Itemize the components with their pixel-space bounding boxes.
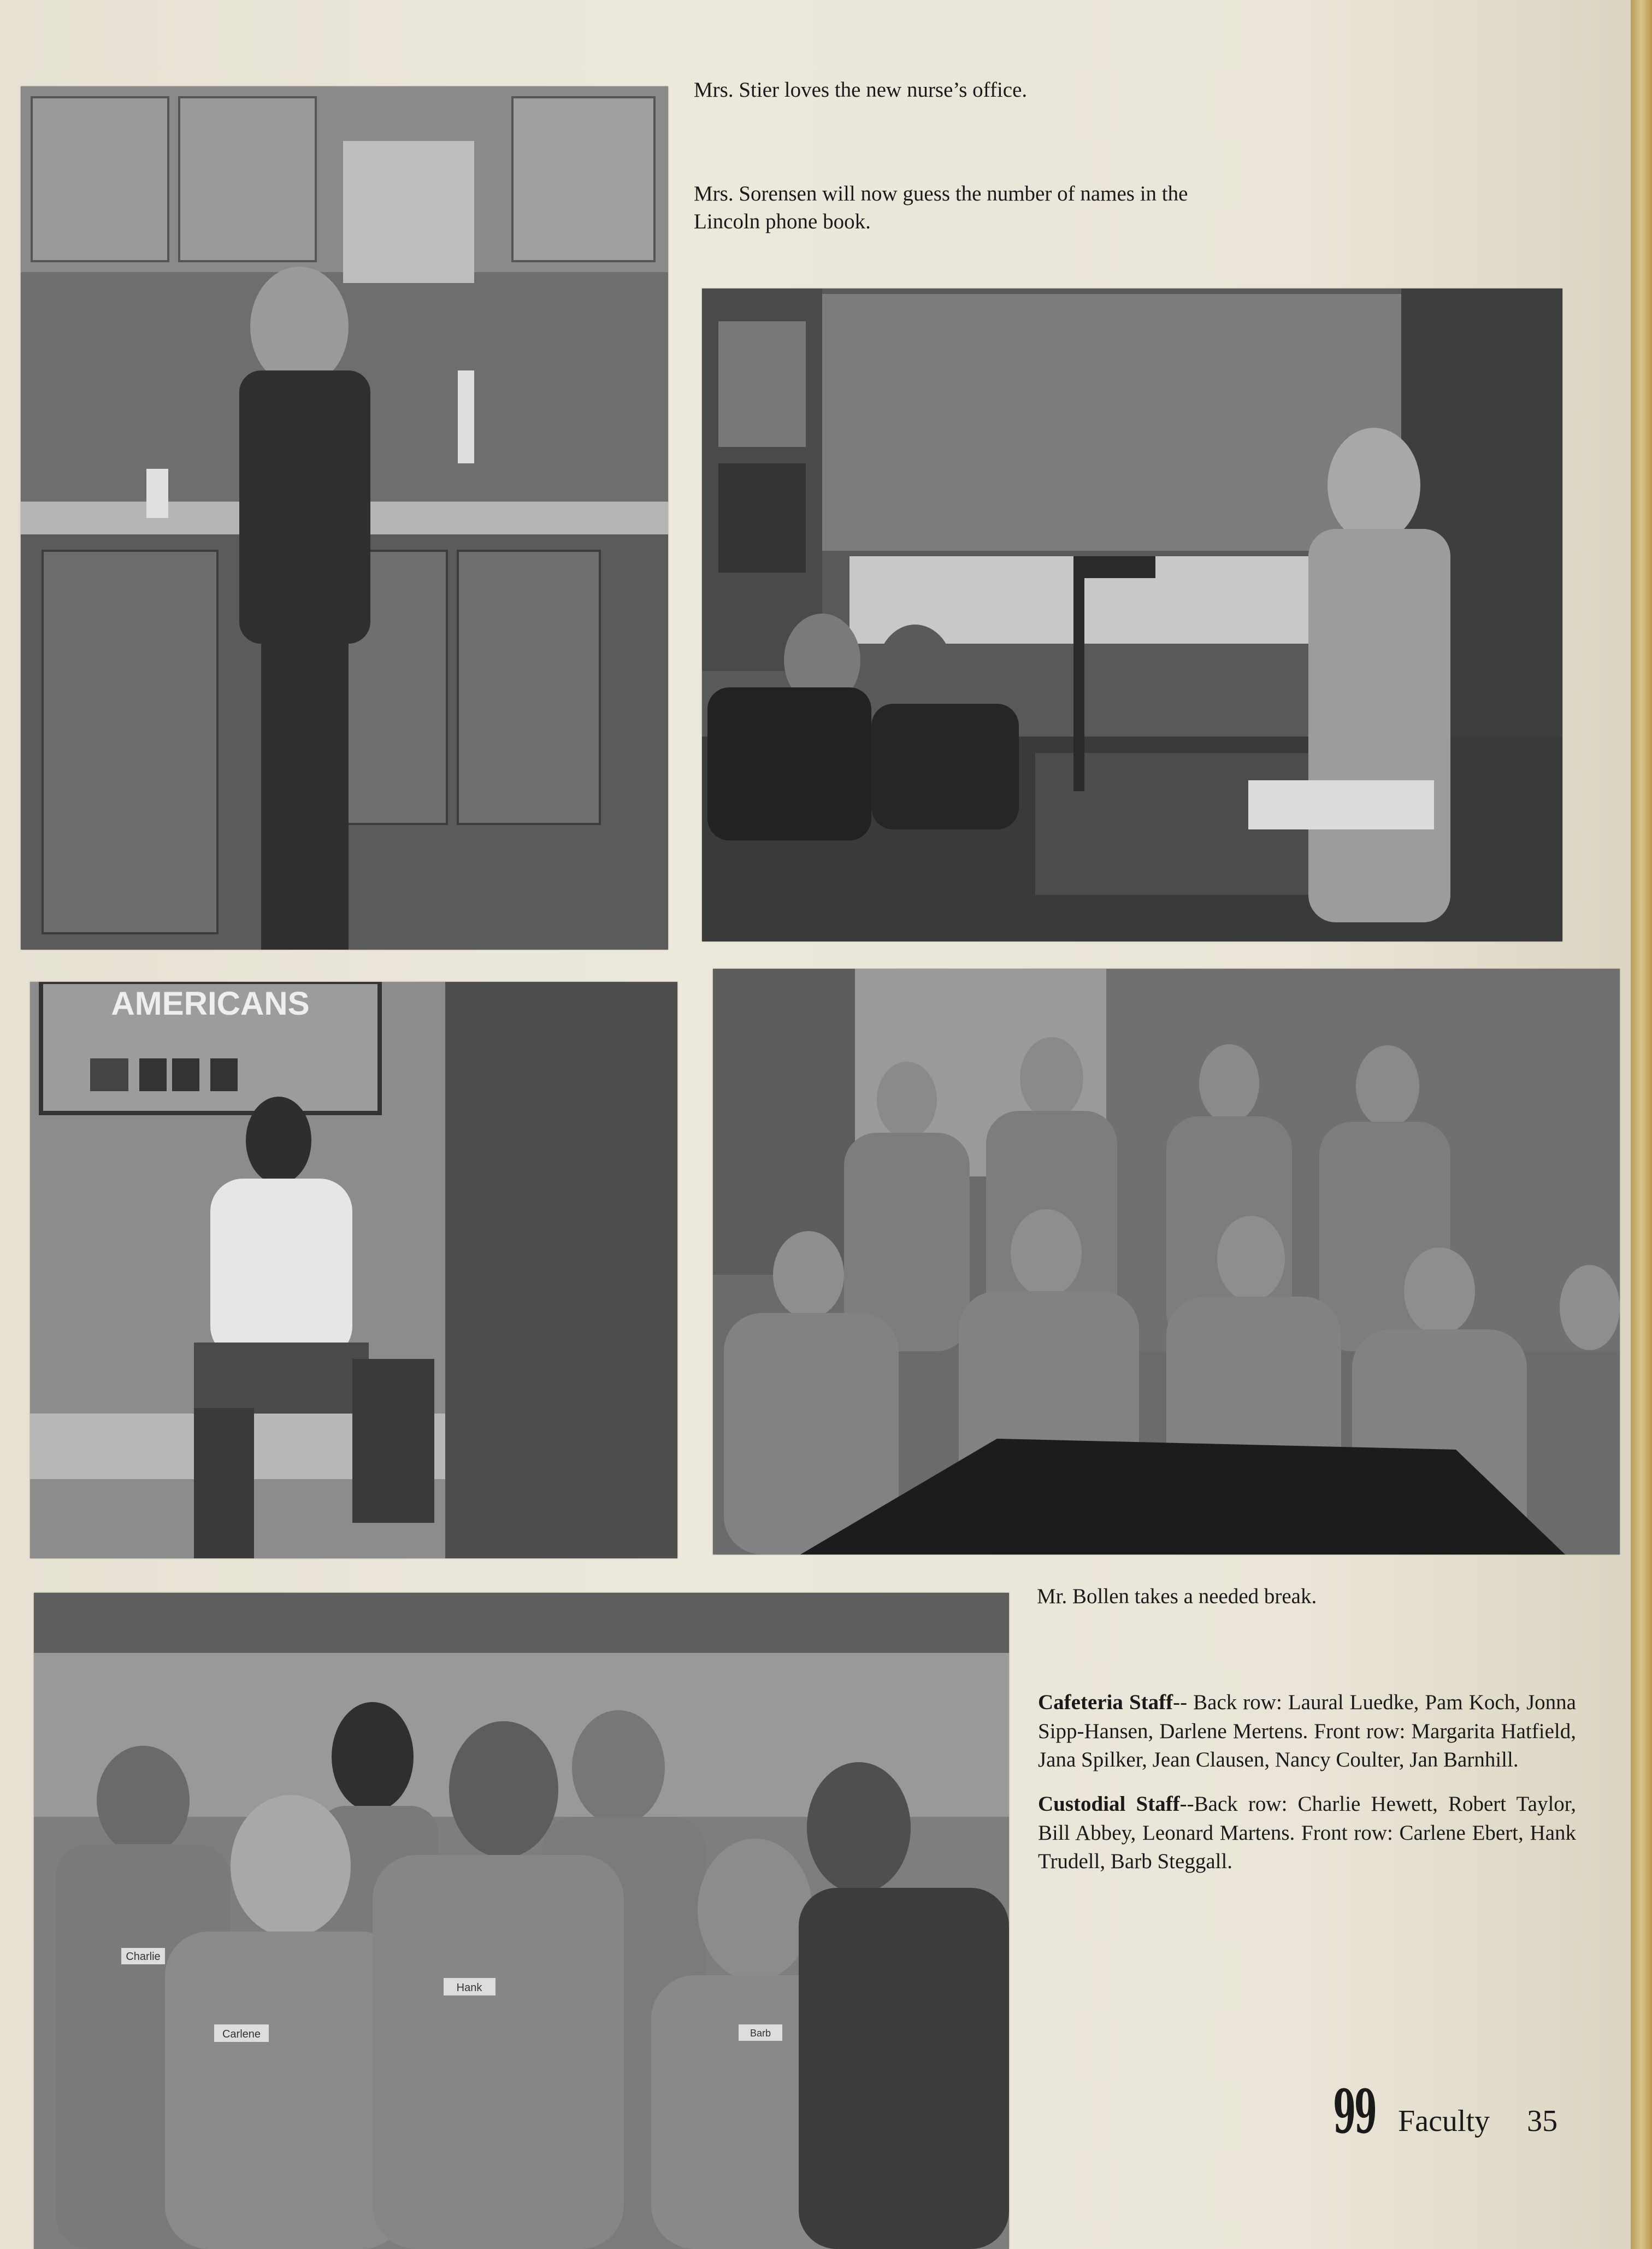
page-footer (1333, 2076, 1562, 2147)
yearbook-99-logo: 99 (1333, 2076, 1376, 2147)
caption-sorensen: Mrs. Sorensen will now guess the number of names in the Lincoln phone book. (694, 182, 1188, 233)
cafeteria-staff-title: Cafeteria Staff (1038, 1691, 1173, 1714)
photo-classroom (702, 289, 1562, 941)
page-binding-edge (1631, 0, 1652, 2249)
badge-hank: Hank (456, 1982, 482, 1994)
footer-section-name: Faculty (1398, 2104, 1490, 2138)
cafeteria-staff-paragraph (1038, 1688, 1576, 1775)
photo-bollen-break (30, 982, 677, 1558)
badge-barb: Barb (750, 2028, 771, 2039)
badge-carlene: Carlene (222, 2028, 261, 2040)
banner-text: AMERICANS (111, 985, 310, 1022)
staff-lists (1038, 1688, 1576, 1892)
custodial-staff-names: --Back row: Charlie Hewett, Robert Taylor, Bill Abbey, Leonard Martens. Front row: Carlene Ebert, Hank Trudell, Barb Steggall. (1038, 1792, 1576, 1874)
caption-nurse-office: Mrs. Stier loves the new nurse’s office. (694, 78, 1028, 102)
photo-cafeteria-staff (713, 969, 1620, 1555)
photo-nurse-office (21, 86, 668, 950)
caption-bollen: Mr. Bollen takes a needed break. (1037, 1585, 1317, 1608)
cafeteria-staff-names: -- Back row: Laural Luedke, Pam Koch, Jonna Sipp-Hansen, Darlene Mertens. Front row: Margarita Hatfield, Jana Spilker, Jean Clausen, Nancy Coulter, Jan Barnhill. (1038, 1691, 1576, 1772)
custodial-staff-paragraph (1038, 1790, 1576, 1876)
photo-custodial-staff (34, 1593, 1009, 2249)
badge-charlie: Charlie (126, 1951, 161, 1963)
custodial-staff-title: Custodial Staff (1038, 1792, 1180, 1816)
page-number: 35 (1527, 2104, 1558, 2138)
